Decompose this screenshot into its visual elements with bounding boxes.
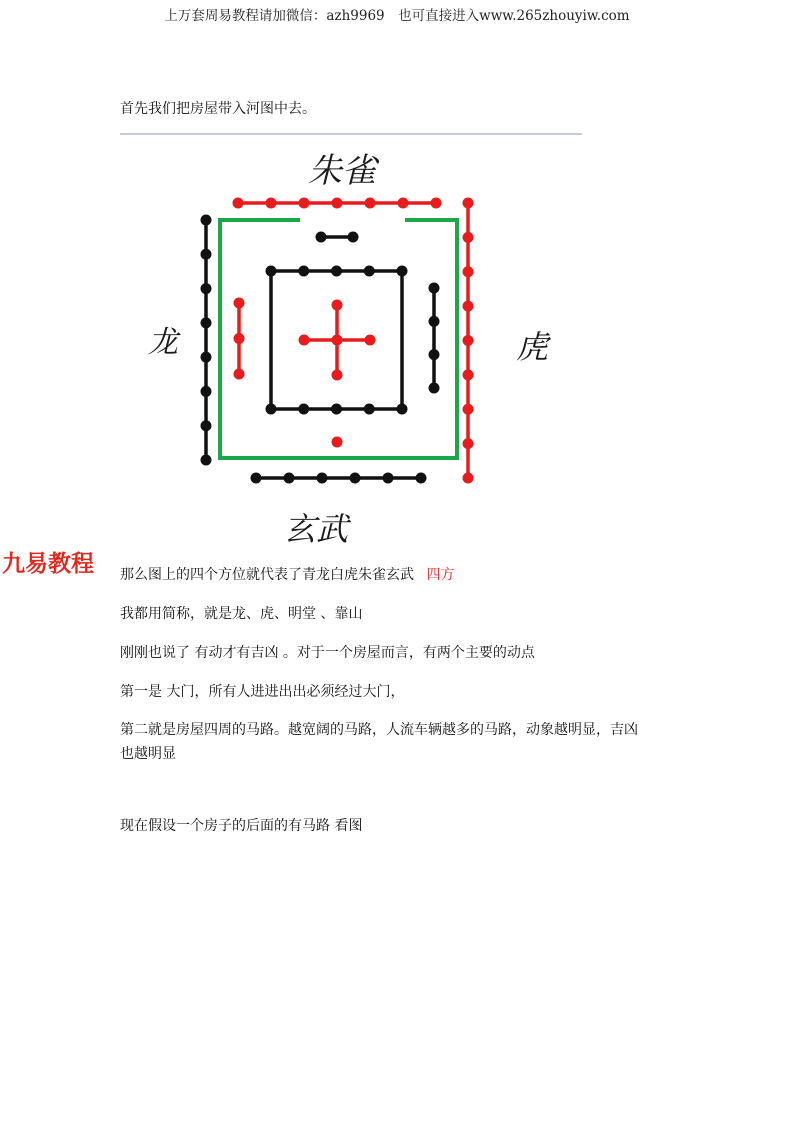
divider-line [120,133,582,135]
paragraph-5-line-2: 也越明显 [120,746,176,762]
inner-square-bottom-dot [364,404,375,415]
outer-top-red-dot [365,198,376,209]
outer-bottom-black-dot [383,473,394,484]
inner-square-top-dot [266,266,277,277]
inner-right-black-dot [429,383,440,394]
outer-left-black-dot [201,352,212,363]
inner-square-bottom-dot [266,404,277,415]
outer-top-red-dot [431,198,442,209]
inner-square-bottom-dot [331,404,342,415]
intro-text: 首先我们把房屋带入河图中去。 [120,101,316,117]
outer-right-red-dot [463,232,474,243]
inner-left-red-dot [234,298,245,309]
outer-left-black-dot [201,215,212,226]
outer-left-black-dot [201,455,212,466]
inner-square-top-dot [298,266,309,277]
outer-right-red-dot [463,473,474,484]
outer-top-red-dot [299,198,310,209]
paragraph-3: 刚刚也说了 有动才有吉凶 。对于一个房屋而言，有两个主要的动点 [120,645,535,661]
label-top: 朱雀 [308,151,376,191]
inner-square-bottom-dot [397,404,408,415]
outer-top-red-dot [332,198,343,209]
paragraph-1-main: 那么图上的四个方位就代表了青龙白虎朱雀玄武 [120,567,414,583]
paragraph-1 [120,565,454,586]
paragraph-5-line-1: 第二就是房屋四周的马路。越宽阔的马路，人流车辆越多的马路，动象越明显，吉凶 [120,722,638,738]
inner-square-top-dot [364,266,375,277]
outer-top-red-dot [266,198,277,209]
center-cross-dot [365,335,376,346]
outer-top-red-dot [233,198,244,209]
outer-bottom-black-dot [284,473,295,484]
paragraph-1-highlight: 四方 [426,567,455,583]
label-right: 虎 [516,328,549,366]
center-cross-dot [332,300,343,311]
outer-left-black-dot [201,283,212,294]
outer-bottom-black-dot [251,473,262,484]
inner-left-red-dot [234,333,245,344]
outer-left-black-dot [201,420,212,431]
outer-left-black-dot [201,249,212,260]
paragraph-4: 第一是 大门，所有人进进出出必须经过大门， [120,684,405,700]
outer-right-red-dot [463,438,474,449]
outer-bottom-black-dot [416,473,427,484]
outer-right-red-dot [463,404,474,415]
inner-top-black-dot [348,232,359,243]
page-header: 上万套周易教程请加微信：azh9969 也可直接进入www.265zhouyiw.com [164,8,630,24]
inner-left-red-dot [234,369,245,380]
outer-right-red-dot [463,266,474,277]
outer-left-black-dot [201,386,212,397]
label-bottom: 玄武 [284,510,349,548]
inner-right-black-dot [429,349,440,360]
outer-right-red-dot [463,369,474,380]
outer-right-red-dot [463,301,474,312]
center-cross-dot [332,370,343,381]
inner-square-bottom-dot [298,404,309,415]
paragraph-6: 现在假设一个房子的后面的有马路 看图 [120,818,363,834]
center-cross-dot [332,335,343,346]
inner-square-top-dot [331,266,342,277]
outer-top-red-dot [398,198,409,209]
single-red-dot [332,437,343,448]
inner-square-top-dot [397,266,408,277]
hetu-diagram [140,140,580,560]
inner-top-black-dot [316,232,327,243]
outer-right-red-dot [463,198,474,209]
outer-bottom-black-dot [350,473,361,484]
paragraph-2: 我都用简称，就是龙、虎、明堂 、靠山 [120,606,363,622]
inner-right-black-dot [429,316,440,327]
outer-right-red-dot [463,335,474,346]
center-cross-dot [299,335,310,346]
watermark-logo: 九易教程 [2,551,94,577]
label-left: 龙 [148,325,178,360]
inner-right-black-dot [429,283,440,294]
outer-left-black-dot [201,317,212,328]
outer-bottom-black-dot [317,473,328,484]
